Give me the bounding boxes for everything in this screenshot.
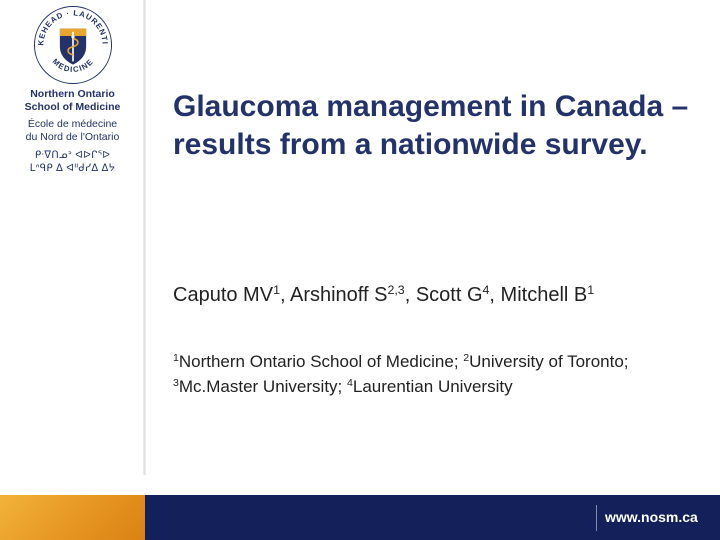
affiliation-text: Laurentian University — [352, 377, 513, 396]
school-name-fr-line1: École de médecine — [27, 118, 118, 130]
nosm-seal-icon — [32, 4, 114, 86]
author-affil-sup: 1 — [273, 283, 280, 298]
school-name-syllabics-line2: ᒪᐢᑫᑭ ᐃ ᐊᐦᑯᓯᐃ ᐃᔭ — [29, 163, 116, 174]
affiliation-text: Northern Ontario School of Medicine; — [178, 352, 459, 371]
school-name-block — [0, 88, 145, 175]
footer-bar — [0, 495, 720, 540]
footer-accent — [0, 495, 145, 540]
school-name-en-line2: School of Medicine — [24, 100, 121, 113]
author-affil-sup: 1 — [587, 283, 595, 298]
seal-top-text: KEHEAD · LAURENTI — [36, 8, 110, 46]
school-name-syllabics-line1: ᑭᐧᐁᑎᓄᐣ ᐊᐅᒋᕐᐅ — [34, 150, 111, 161]
logo-panel — [0, 0, 145, 495]
author-affil-sup: 4 — [482, 283, 490, 298]
author-name: Mitchell B — [500, 284, 588, 306]
school-name-fr-line2: du Nord de l'Ontario — [25, 130, 120, 143]
author-name: Scott G — [415, 284, 483, 306]
affiliation-text: University of Toronto; — [469, 352, 629, 371]
slide-title: Glaucoma management in Canada – results from a nationwide survey. — [173, 90, 689, 161]
author-list: Caputo $MV^1$, Arshinoff S$^{2,3}$, Scott $G^4$, Mitchell $B^1$ — [173, 283, 595, 306]
seal-bottom-text: MEDICINE — [50, 56, 96, 75]
affiliation-sup: 4 — [347, 377, 353, 390]
affiliation-text: Mc.Master University; — [178, 377, 343, 396]
sidebar-divider — [143, 0, 146, 475]
author-name: Arshinoff S — [289, 284, 388, 306]
author-name: Caputo MV — [173, 284, 274, 306]
affiliation-list — [173, 349, 693, 399]
school-name-en-line1: Northern Ontario — [30, 88, 115, 100]
website-link[interactable]: www.nosm.ca — [605, 509, 698, 525]
footer-divider — [596, 505, 597, 531]
affiliation-sup: 1 — [173, 352, 179, 365]
affiliation-sup: 3 — [173, 377, 179, 390]
affiliation-sup: 2 — [463, 352, 470, 365]
author-affil-sup: 2,3 — [387, 283, 405, 298]
